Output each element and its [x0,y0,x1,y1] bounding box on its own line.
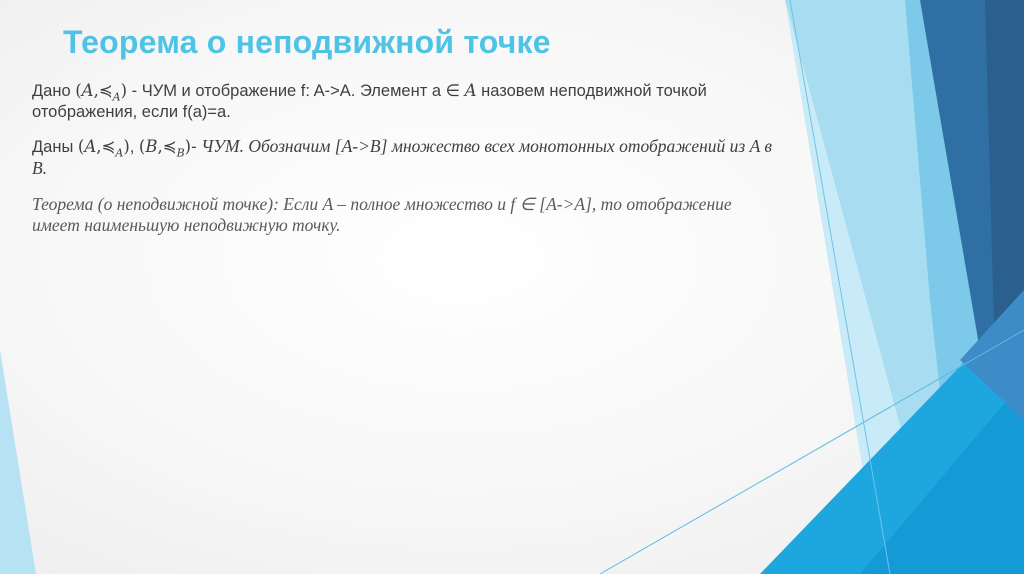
p2-math-poset-a: $(A,≼_A)$ [77,137,130,160]
slide-title: Теорема о неподвижной точке [63,24,551,60]
p2-math-poset-b: $(B,≼_B)$ [138,137,192,160]
p1-text-2: - ЧУМ и отображение f: A->A. Элемент [127,82,432,100]
p1-math-set: A [464,81,477,100]
p2-separator: , [129,138,139,156]
p1-text-3: a ∈ [431,82,465,100]
paragraph-notation [32,136,772,180]
p1-text-4: назовем неподвижной точкой отображения, если f(a)=a. [32,82,707,121]
paragraph-theorem: Теорема (о неподвижной точке): Если A – полное множество и f ∈ [A->A], то отображение имеет наименьшую неподвижную точку. [32,194,732,235]
p2-italic-text: ЧУМ. Обозначим [A->B] множество всех монотонных отображений из A в B. [32,136,772,178]
paragraph-definition [32,80,772,123]
p1-math-poset: $(A,≼_A)$ [75,81,128,104]
p2-text-1: Даны [32,138,78,156]
p1-text-1: Дано [32,82,76,100]
p2-text-2: - [191,138,202,156]
left-triangle-shape [0,350,36,574]
